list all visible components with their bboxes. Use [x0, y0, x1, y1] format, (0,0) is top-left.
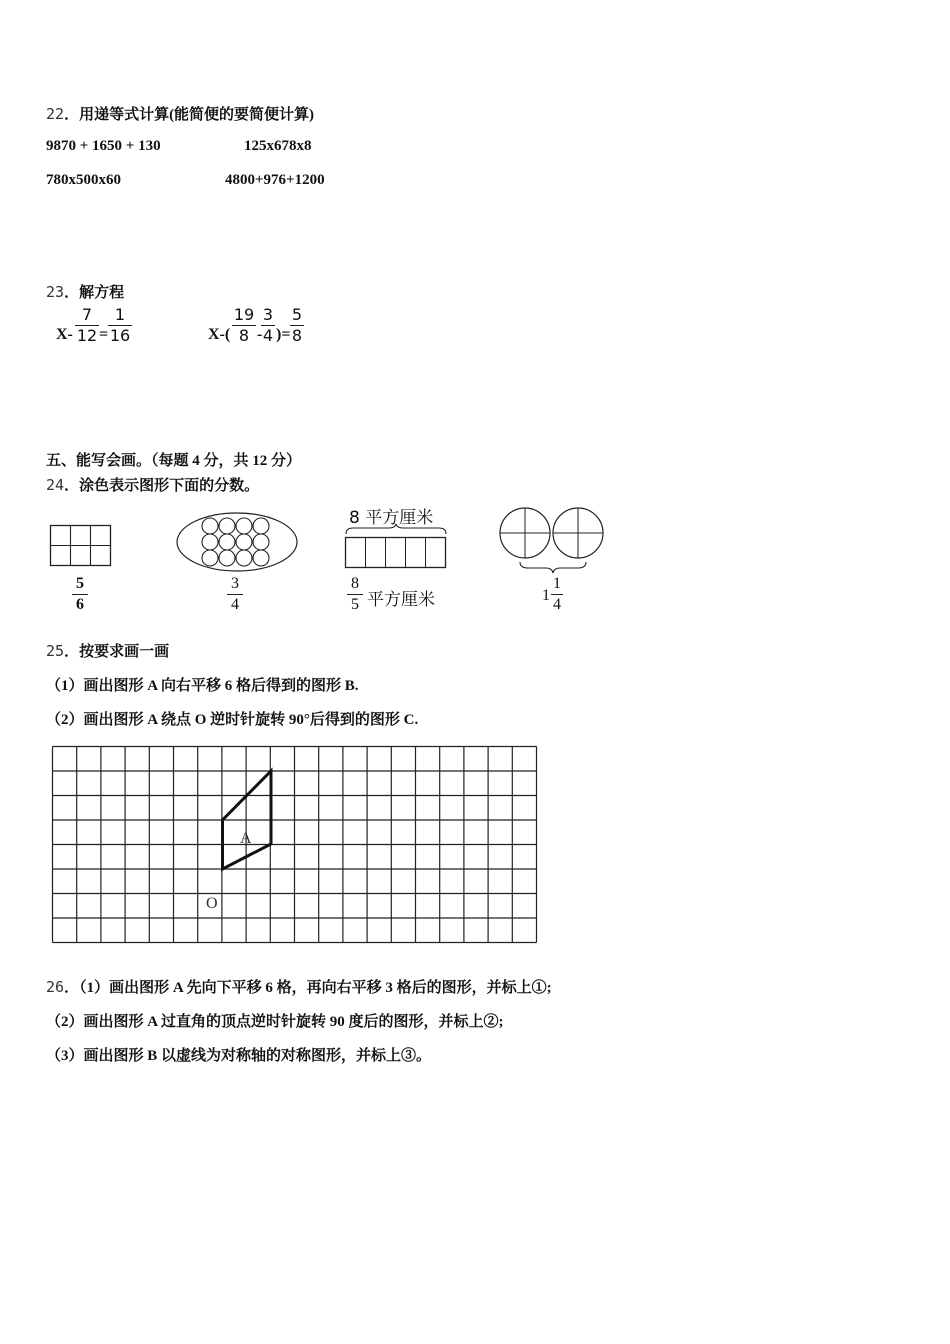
eq2-fraction-a [232, 306, 256, 345]
eq1-a-denominator: 12 [76, 326, 98, 345]
eq2-c-denominator: 8 [291, 326, 303, 345]
eq2-fraction-b [261, 306, 275, 345]
grid-label-a: A [240, 830, 252, 847]
q25-line-1: （1）画出图形 A 向右平移 6 格后得到的图形 B. [46, 678, 359, 694]
eq2-lead: X-( [208, 326, 231, 343]
q22-title: ．用递等式计算(能简便的要简便计算) [64, 107, 315, 123]
fig4-denominator: 4 [553, 596, 561, 613]
eq1-a-numerator: 7 [81, 305, 93, 324]
grid-label-o: O [206, 895, 218, 912]
eq1-b-denominator: 16 [109, 326, 131, 345]
fig4-fraction [551, 575, 563, 614]
fig1-numerator: 5 [76, 575, 84, 592]
eq2-fraction-c [290, 306, 304, 345]
fig1-denominator: 6 [76, 596, 84, 613]
q22-heading [46, 103, 314, 124]
q24-title: ．涂色表示图形下面的分数。 [64, 478, 260, 494]
eq1-fraction-b [108, 306, 132, 345]
q23-title: ．解方程 [64, 285, 125, 301]
q26-line-1-row [46, 976, 552, 997]
q22-item-3: 780x500x60 [46, 172, 121, 188]
q25-title: ．按要求画一画 [64, 644, 170, 660]
q23-heading [46, 281, 124, 302]
q26-number: 26 [46, 978, 65, 996]
q26-line-1: ．（1）画出图形 A 先向下平移 6 格，再向右平移 3 格后的图形，并标上①; [64, 980, 552, 996]
fig2-numerator: 3 [231, 575, 239, 592]
fig3-top-label: 8 平方厘米 [349, 508, 434, 528]
eq2-minus: - [257, 326, 263, 343]
q23-number: 23 [46, 283, 65, 301]
eq1-b-numerator: 1 [114, 305, 126, 324]
q25-line-2: （2）画出图形 A 绕点 O 逆时针旋转 90°后得到的图形 C. [46, 712, 419, 728]
eq2-a-denominator: 8 [238, 326, 250, 345]
fig2-denominator: 4 [231, 596, 239, 613]
fig3-denominator: 5 [351, 596, 359, 613]
fig3-unit: 平方厘米 [367, 590, 435, 610]
fig2-fraction [227, 575, 243, 614]
eq2-a-numerator: 19 [233, 305, 255, 324]
q26-line-2: （2）画出图形 A 过直角的顶点逆时针旋转 90 度后的图形，并标上②; [46, 1014, 504, 1030]
q24-number: 24 [46, 476, 65, 494]
eq1-equals: = [99, 326, 109, 343]
fig3-numerator: 8 [351, 575, 359, 592]
q22-item-4: 4800+976+1200 [225, 172, 325, 188]
drawing-grid [52, 746, 534, 946]
q25-number: 25 [46, 642, 65, 660]
q22-number: 22 [46, 105, 65, 123]
q25-heading [46, 640, 169, 661]
fig3-fraction [347, 575, 363, 614]
eq1-lead: X- [56, 326, 73, 343]
rectangle-grid-figure [50, 525, 112, 567]
eq2-c-numerator: 5 [291, 305, 303, 324]
fig1-fraction [72, 575, 88, 614]
fig4-whole: 1 [542, 587, 550, 604]
q22-item-2: 125x678x8 [244, 138, 312, 154]
q22-item-1: 9870 + 1650 + 130 [46, 138, 161, 154]
eq2-b-denominator: 4 [262, 326, 274, 345]
fig4-numerator: 1 [553, 575, 561, 592]
q24-heading [46, 474, 259, 495]
ellipse-circles-figure [176, 512, 298, 572]
quartered-circles-figure [498, 506, 606, 576]
brace-bar-figure [345, 524, 447, 570]
eq2-close: )= [276, 326, 291, 343]
eq1-fraction-a [75, 306, 99, 345]
q26-line-3: （3）画出图形 B 以虚线为对称轴的对称图形，并标上③。 [46, 1048, 432, 1064]
section-5-title: 五、能写会画。（每题 4 分，共 12 分） [46, 453, 302, 469]
eq2-b-numerator: 3 [262, 305, 274, 324]
